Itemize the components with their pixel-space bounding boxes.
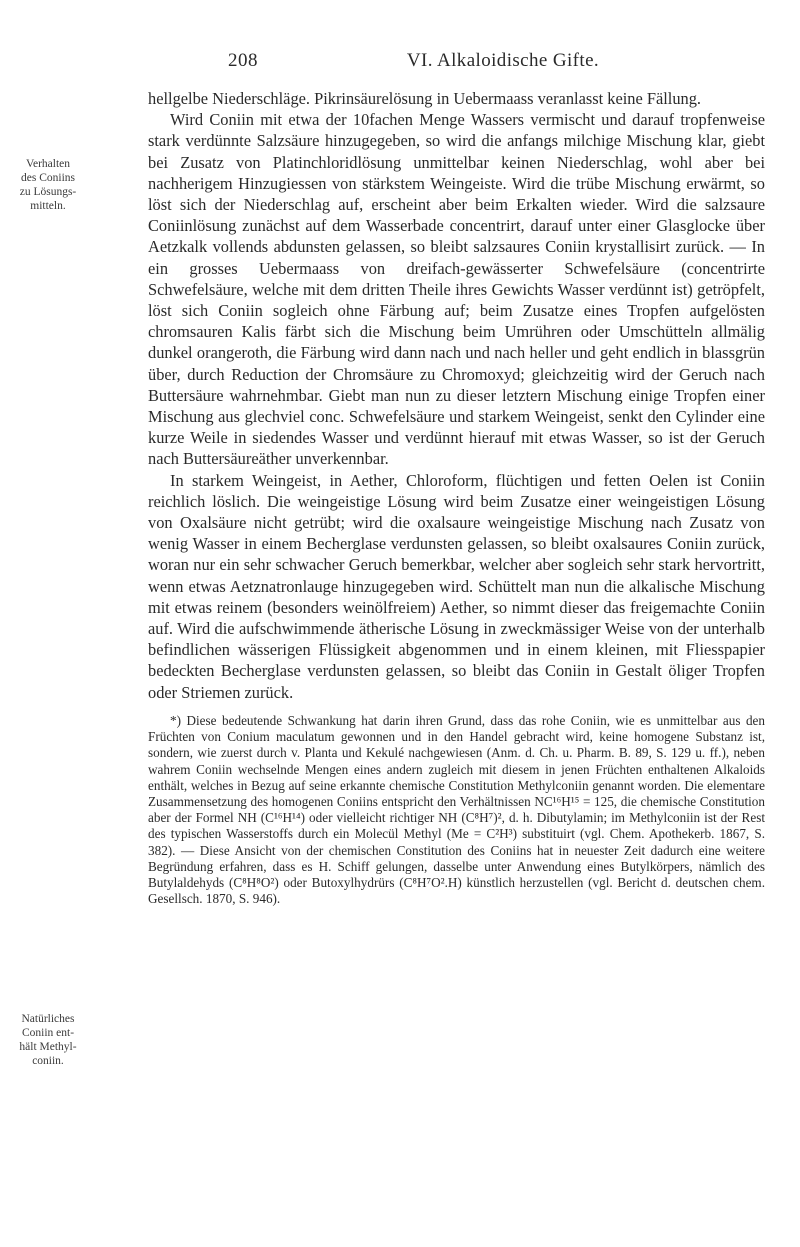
margin-note-line: hält Methyl- xyxy=(19,1041,77,1053)
page-number: 208 xyxy=(228,50,258,71)
page-header xyxy=(228,50,748,80)
margin-note-line: Verhalten xyxy=(25,158,71,170)
margin-note-line: mitteln. xyxy=(30,200,66,212)
paragraph-loeslichkeit: In starkem Weingeist, in Aether, Chloroform, flüchtigen und fetten Oelen ist Coniin reichlich löslich. Die weingeistige Lösung wird beim Zusatze einer weingeistigen Lösung von Oxalsäure nicht getrübt; wird die oxalsaure weingeistige Mischung nach Zusatz von wenig Wasser in einem Becherglase verdunsten gelassen, so bleibt oxalsaures Coniin zurück, woran nur ein sehr schwacher Geruch bemerkbar, welcher aber sogleich sehr stark hervortritt, wenn etwas Aetznatronlauge hinzugegeben wird. Schüttelt man nun die alkalische Mischung mit etwas reinem (besonders weinölfreiem) Aether, so nimmt dieser das freigemachte Coniin auf. Wird die aufschwimmende ätherische Lösung in zweckmässiger Weise von der unterhalb befindlichen wässerigen Flüssigkeit abgenommen und in einem kleinen, mit Fliesspapier bedeckten Becherglase verdunsten gelassen, so bleibt das Coniin in Gestalt öliger Tropfen oder Striemen zurück. xyxy=(148,470,765,702)
margin-note-line: zu Lösungs- xyxy=(19,186,77,198)
body-text xyxy=(148,88,765,907)
footnote: *) Diese bedeutende Schwankung hat darin ihren Grund, dass das rohe Coniin, wie es unmittelbar aus den Früchten von Conium maculatum gewonnen und in den Handel gebracht wird, keine homogene Substanz ist, sondern, wie zuerst durch v. Planta und Kekulé nachgewiesen (Anm. d. Ch. u. Pharm. B. 89, S. 129 u. ff.), neben wahrem Coniin wechselnde Mengen eines andern zugleich mit diesem in jenen Früchten enthaltenen Alkaloids enthält, welches in Bezug auf seine erkannte chemische Constitution Methylconiin genannt worden. Die elementare Zusammensetzung des homogenen Coniins entspricht den Verhältnissen NC¹⁶H¹⁵ = 125, die chemische Constitution aber der Formel NH (C¹⁶H¹⁴) oder vielleicht richtiger NH (C⁸H⁷)², d. h. Dibutylamin; im Methylconiin ist der Rest des typischen Wasserstoffs durch ein Molecül Methyl (Me = C²H³) substituirt (vgl. Chem. Apothekerb. 1867, S. 382). — Diese Ansicht von der chemischen Constitution des Coniins hat in neuester Zeit dadurch eine weitere Begründung erfahren, dass es H. Schiff gelungen, dasselbe unter Anwendung eines Butylkörpers, nämlich des Butylaldehyds (C⁸H⁸O²) oder Butoxylhydrürs (C⁸H⁷O².H) künstlich herzustellen (vgl. Bericht d. deutschen chem. Gesellsch. 1870, S. 946). xyxy=(148,712,765,907)
paragraph-continuation: hellgelbe Niederschläge. Pikrinsäurelösung in Uebermaass veranlasst keine Fällung. xyxy=(148,89,702,108)
margin-note-line: des Coniins xyxy=(21,172,75,184)
margin-note-methylconiin xyxy=(8,1012,88,1068)
margin-note-solvents xyxy=(8,157,88,213)
running-title: VI. Alkaloidische Gifte. xyxy=(406,50,600,71)
margin-note-line: Natürliches xyxy=(21,1013,75,1025)
margin-note-line: coniin. xyxy=(32,1055,64,1067)
paragraph-coniin-salzsaeure: Wird Coniin mit etwa der 10fachen Menge Wassers vermischt und darauf tropfenweise stark verdünnte Salzsäure hinzugegeben, so wird die anfangs milchige Mischung klar, giebt bei Zusatz von Platinchloridlösung unmittelbar keinen Niederschlag, wohl aber bei nachherigem Hinzugiessen von stärkstem Weingeiste. Wird die trübe Mischung erwärmt, so löst sich der Niederschlag auf, erscheint aber beim Erkalten wieder. Wird die salzsaure Coniinlösung zunächst auf dem Wasserbade concentrirt, darauf unter einer Glasglocke über Aetzkalk vollends abdunsten gelassen, so bleibt salzsaures Coniin krystallisirt zurück. — In ein grosses Uebermaass von dreifach-gewässerter Schwefelsäure (concentrirte Schwefelsäure, welche mit dem dritten Theile ihres Gewichts Wasser verdünnt ist) getröpfelt, löst sich Coniin sogleich ohne Färbung auf; beim Zusatze eines Tropfen aufgelösten chromsauren Kalis färbt sich die Mischung beim Umrühren oder Umschütteln allmälig dunkel orangeroth, die Färbung wird dann nach und nach heller und geht endlich in blassgrün über, durch Reduction der Chromsäure zu Chromoxyd; gleichzeitig wird der Geruch nach Buttersäure wahrnehmbar. Giebt man nun zu dieser letztern Mischung einige Tropfen einer Mischung aus glechviel conc. Schwefelsäure und starkem Weingeist, senkt den Cylinder eine kurze Weile in siedendes Wasser und verdünnt hierauf mit etwas Wasser, so ist der Geruch nach Buttersäureäther unverkennbar. xyxy=(148,110,765,469)
margin-note-line: Coniin ent- xyxy=(21,1027,75,1039)
